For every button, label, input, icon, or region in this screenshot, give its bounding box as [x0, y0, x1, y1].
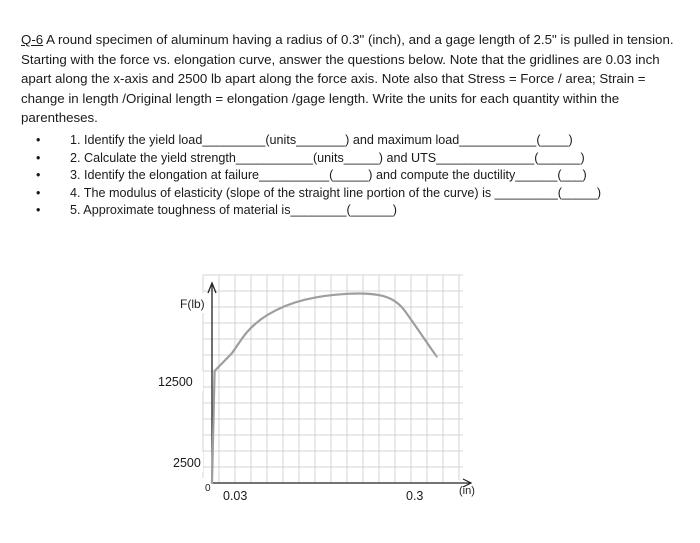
- question-item-text: 5. Approximate toughness of material is________(______): [70, 203, 397, 218]
- question-item-text: 1. Identify the yield load_________(units_______) and maximum load___________(____): [70, 133, 573, 147]
- force-elongation-curve: [212, 294, 437, 484]
- bullet-icon: •: [36, 185, 41, 200]
- x-tick-label: 0.03: [223, 489, 248, 503]
- x-tick-label: 0: [205, 483, 211, 494]
- y-tick-label: 12500: [158, 375, 193, 389]
- question-item-text: 4. The modulus of elasticity (slope of the straight line portion of the curve) is _________(_____): [70, 185, 602, 200]
- question-item-text: 3. Identify the elongation at failure__________(_____) and compute the ductility______(___): [70, 168, 587, 183]
- y-tick-label: 2500: [173, 456, 201, 470]
- bullet-icon: •: [36, 168, 41, 183]
- question-body: A round specimen of aluminum having a radius of 0.3" (inch), and a gage length of 2.5" is pulled in tension. Starting with the force vs. elongation curve, answer the questions below. Note that the gridlines are 0.03 inch apart along the x-axis and 2500 lb apart along the force axis. Note also that Stress = Force / area; Strain = change in length /Original length = elongation /gage length. Write the units for each quantity within the parentheses.: [21, 32, 674, 126]
- bullet-icon: •: [36, 133, 41, 147]
- question-number: Q-6: [21, 32, 44, 47]
- bullet-icon: •: [36, 150, 41, 165]
- y-axis-label: F(lb): [180, 297, 205, 311]
- question-item-text: 2. Calculate the yield strength___________(units_____) and UTS______________(______): [70, 150, 585, 165]
- x-tick-label: 0.3: [406, 489, 424, 503]
- bullet-icon: •: [36, 203, 41, 218]
- x-axis-label: (in): [459, 485, 475, 497]
